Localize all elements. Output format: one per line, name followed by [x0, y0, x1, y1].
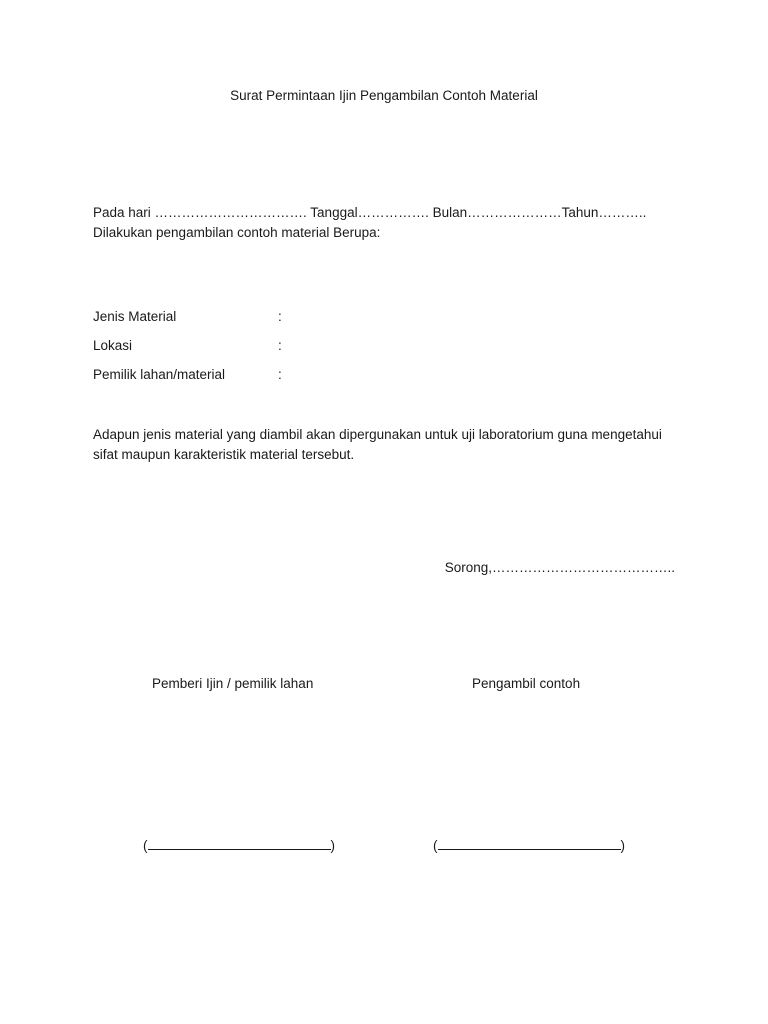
signature-line-sample-taker — [433, 835, 625, 855]
signature-blank — [148, 835, 331, 850]
open-paren: ( — [433, 838, 438, 853]
field-colon: : — [278, 367, 282, 382]
signatory-role-sample-taker: Pengambil contoh — [472, 676, 581, 691]
purpose-paragraph: Adapun jenis material yang diambil akan dipergunakan untuk uji laboratorium guna mengetahui sifat maupun karakteristik material tersebut. — [93, 427, 662, 462]
signature-blank — [438, 835, 621, 850]
close-paren: ) — [330, 838, 335, 853]
signatory-role-permit-giver: Pemberi Ijin / pemilik lahan — [152, 676, 314, 691]
intro-paragraph: Pada hari ……………………………. Tanggal……………. Bulan…………………Tahun……….. Dilakukan pengambilan contoh material Berupa: — [93, 205, 647, 240]
document-title: Surat Permintaan Ijin Pengambilan Contoh Material — [230, 88, 538, 103]
field-label: Lokasi — [93, 338, 133, 353]
field-label: Jenis Material — [93, 309, 177, 324]
field-colon: : — [278, 309, 282, 324]
close-paren: ) — [620, 838, 625, 853]
signature-line-permit-giver — [143, 835, 335, 855]
field-label: Pemilik lahan/material — [93, 367, 226, 382]
field-colon: : — [278, 338, 282, 353]
open-paren: ( — [143, 838, 148, 853]
place-date-line: Sorong,………………………………….. — [444, 560, 675, 575]
